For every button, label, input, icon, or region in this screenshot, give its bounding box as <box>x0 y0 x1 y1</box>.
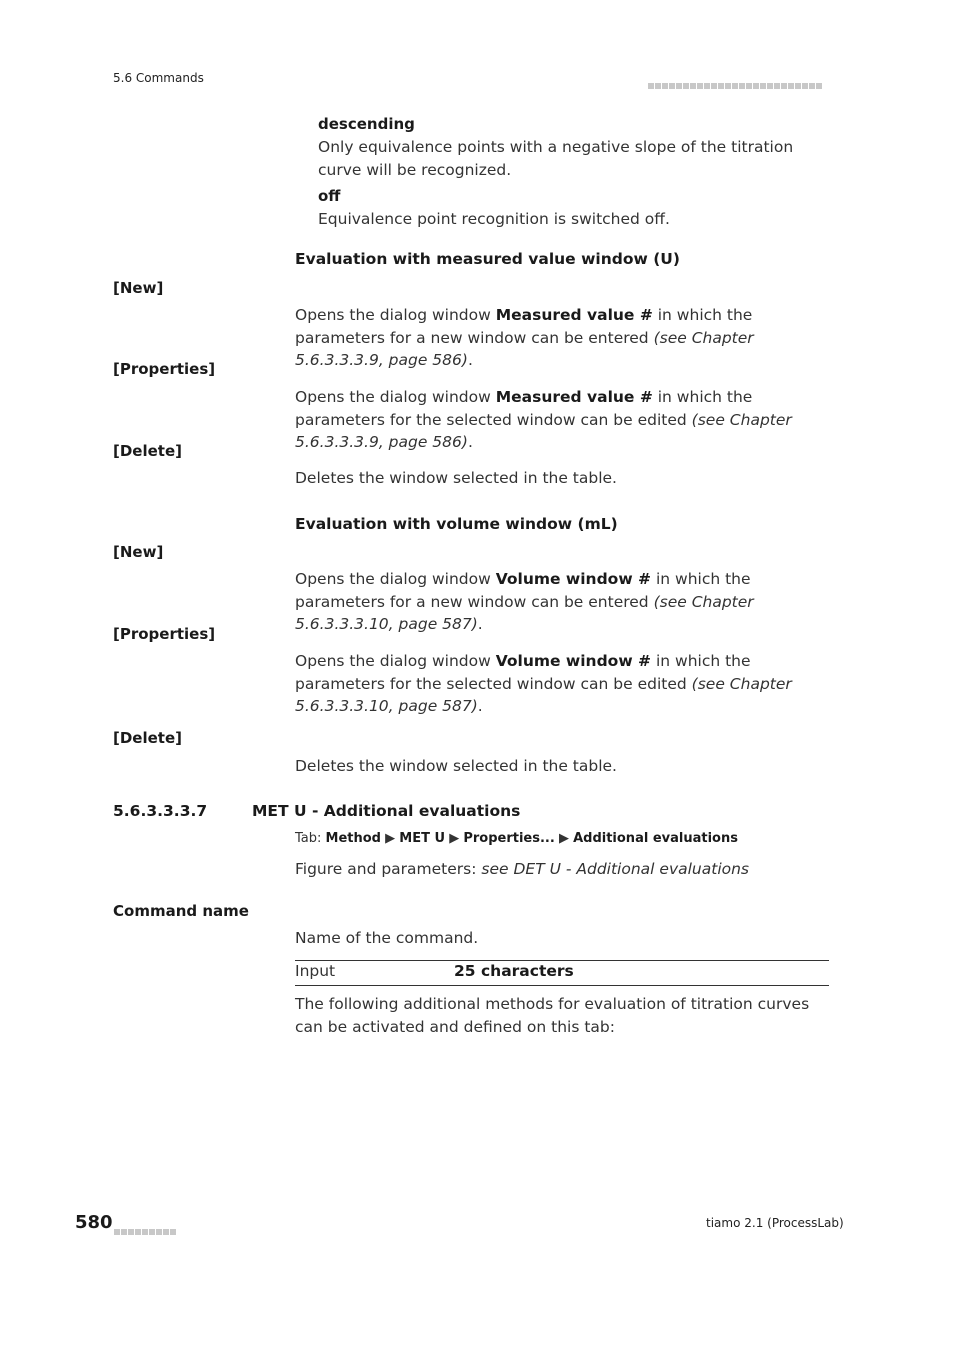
volume-properties-dialog-name: Volume window # <box>495 652 652 670</box>
measured-window-heading: Evaluation with measured value window (U) <box>295 250 680 268</box>
volume-new-reference[interactable]: (see Chapter 5.6.3.3.3.10, page 587) <box>295 592 754 633</box>
figure-parameters-line: Figure and parameters: see DET U - Additional evaluations <box>295 860 750 878</box>
descending-description: Only equivalence points with a negative slope of the titration curve will be recognized. <box>318 138 794 179</box>
measured-delete-label: [Delete] <box>113 442 182 460</box>
additional-methods-description: The following additional methods for evaluation of titration curves can be activated and defined on this tab: <box>295 995 810 1036</box>
tab-path-additional-evaluations: Additional evaluations <box>573 831 738 846</box>
tab-path-properties: Properties... <box>463 831 555 846</box>
path-separator-icon: ▶ <box>449 831 460 846</box>
tab-path-method: Method <box>325 831 381 846</box>
measured-delete-description: Deletes the window selected in the table. <box>295 469 617 487</box>
measured-new-dialog-name: Measured value # <box>495 306 653 324</box>
measured-properties-reference[interactable]: (see Chapter 5.6.3.3.3.9, page 586) <box>295 410 792 451</box>
path-separator-icon: ▶ <box>385 831 396 846</box>
page-number: 580 <box>75 1212 113 1233</box>
table-bottom-rule <box>295 985 829 986</box>
volume-delete-description: Deletes the window selected in the table. <box>295 757 617 775</box>
input-label: Input <box>295 962 336 980</box>
measured-properties-description: Opens the dialog window Measured value # in which the parameters for the selected window can be edited (see Chapter 5.6.3.3.3.9, page 586). <box>295 388 792 451</box>
volume-delete-label: [Delete] <box>113 729 182 747</box>
section-title: MET U - Additional evaluations <box>252 802 521 820</box>
running-header-section: 5.6 Commands <box>113 71 204 85</box>
volume-new-label: [New] <box>113 543 164 561</box>
volume-properties-description: Opens the dialog window Volume window # in which the parameters for the selected window can be edited (see Chapter 5.6.3.3.3.10, page 587). <box>295 652 792 715</box>
measured-new-description: Opens the dialog window Measured value # in which the parameters for a new window can be entered (see Chapter 5.6.3.3.3.9, page 586). <box>295 306 754 369</box>
volume-window-heading: Evaluation with volume window (mL) <box>295 515 618 533</box>
volume-properties-reference[interactable]: (see Chapter 5.6.3.3.3.10, page 587) <box>295 674 792 715</box>
path-separator-icon: ▶ <box>558 831 569 846</box>
footer-product: tiamo 2.1 (ProcessLab) <box>706 1216 844 1230</box>
measured-new-reference[interactable]: (see Chapter 5.6.3.3.3.9, page 586) <box>295 328 754 369</box>
term-descending: descending <box>318 115 415 133</box>
measured-properties-dialog-name: Measured value # <box>495 388 653 406</box>
input-value: 25 characters <box>454 962 574 980</box>
volume-properties-label: [Properties] <box>113 625 216 643</box>
term-off: off <box>318 187 341 205</box>
command-name-description: Name of the command. <box>295 929 479 947</box>
tab-path-met-u: MET U <box>399 831 446 846</box>
figure-reference[interactable]: see DET U - Additional evaluations <box>481 860 750 878</box>
volume-new-dialog-name: Volume window # <box>495 570 652 588</box>
tab-path: Tab: Method ▶ MET U ▶ Properties... ▶ Additional evaluations <box>295 831 738 846</box>
header-decoration <box>648 74 823 93</box>
command-name-label: Command name <box>113 902 249 920</box>
measured-new-label: [New] <box>113 279 164 297</box>
section-number: 5.6.3.3.3.7 <box>113 802 208 820</box>
footer-decoration <box>114 1220 177 1239</box>
off-description: Equivalence point recognition is switched off. <box>318 210 670 228</box>
volume-new-description: Opens the dialog window Volume window # in which the parameters for a new window can be entered (see Chapter 5.6.3.3.3.10, page 587). <box>295 570 754 633</box>
measured-properties-label: [Properties] <box>113 360 216 378</box>
